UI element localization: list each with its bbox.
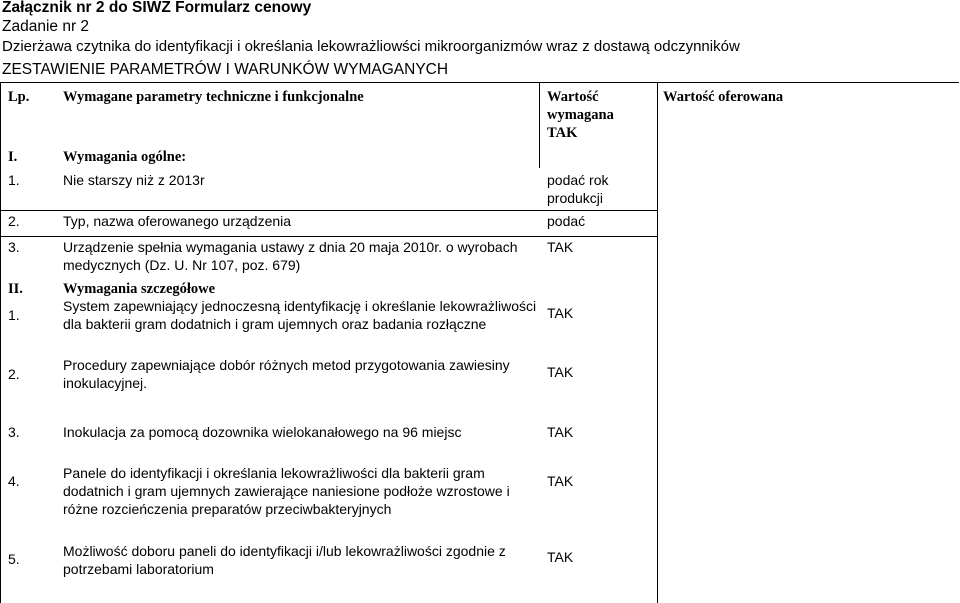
row-text: potrzebami laboratorium	[63, 561, 214, 577]
column-header-offered: Wartość oferowana	[663, 89, 784, 105]
row-text: Urządzenie spełnia wymagania ustawy z dnia 20 maja 2010r. o wyrobach	[63, 239, 518, 255]
row-text: Procedury zapewniające dobór różnych metod przygotowania zawiesiny	[63, 357, 510, 373]
row-text: Typ, nazwa oferowanego urządzenia	[63, 213, 292, 229]
section-title: Wymagania szczegółowe	[63, 281, 216, 297]
row-text: Inokulacja za pomocą dozownika wielokanałowego na 96 miejsc	[63, 424, 462, 440]
column-header-params: Wymagane parametry techniczne i funkcjonalne	[63, 89, 364, 105]
row-text: różne rozcieńczenia preparatów przeciwbakteryjnych	[63, 501, 392, 517]
row-text: dodatnich i gram ujemnych zawierające naniesione podłoże wzrostowe i	[63, 483, 510, 499]
row-required-value: podać	[547, 213, 586, 229]
row-text: medycznych (Dz. U. Nr 107, poz. 679)	[63, 257, 301, 273]
row-required-value: TAK	[547, 424, 574, 440]
row-lp: 2.	[8, 366, 20, 382]
column-divider-offered	[657, 82, 658, 603]
row-required-value: TAK	[547, 549, 574, 565]
column-header-required: wymagana	[547, 107, 614, 123]
row-text: dla bakterii gram dodatnich i gram ujemnych oraz badania rozłączne	[63, 316, 487, 332]
row-lp: 2.	[8, 213, 20, 229]
column-header-lp: Lp.	[8, 89, 30, 105]
row-lp: 4.	[8, 473, 20, 489]
column-header-required: Wartość	[547, 89, 599, 105]
row-required-value: TAK	[547, 305, 574, 321]
row-lp: 1.	[8, 307, 20, 323]
section-heading: ZESTAWIENIE PARAMETRÓW I WARUNKÓW WYMAGANYCH	[2, 61, 449, 78]
section-title: Wymagania ogólne:	[63, 149, 187, 165]
row-required-value: TAK	[547, 239, 574, 255]
row-required-value: TAK	[547, 473, 574, 489]
row-required-value: podać rok	[547, 172, 609, 188]
task-description: Dzierżawa czytnika do identyfikacji i określania lekowrażliowści mikroorganizmów wraz z dostawą odczynników	[2, 38, 740, 55]
row-lp: 3.	[8, 239, 20, 255]
row-divider	[0, 236, 658, 237]
row-lp: 3.	[8, 424, 20, 440]
row-lp: 1.	[8, 172, 20, 188]
row-required-value: TAK	[547, 364, 574, 380]
task-number: Zadanie nr 2	[2, 18, 90, 35]
column-divider-required-top	[539, 82, 540, 168]
row-required-value: produkcji	[547, 190, 604, 206]
column-header-required: TAK	[547, 125, 578, 141]
row-text: Możliwość doboru paneli do identyfikacji i/lub lekowrażliwości zgodnie z	[63, 543, 506, 559]
row-text: inokulacyjnej.	[63, 375, 148, 391]
row-lp: 5.	[8, 551, 20, 567]
row-text: Nie starszy niż z 2013r	[63, 172, 205, 188]
row-text: Panele do identyfikacji i określania lekowrażliwości dla bakterii gram	[63, 465, 485, 481]
row-divider	[0, 210, 658, 211]
section-number: II.	[8, 281, 23, 297]
attachment-title: Załącznik nr 2 do SIWZ Formularz cenowy	[2, 0, 312, 16]
row-text: System zapewniający jednoczesną identyfikację i określanie lekowrażliwości	[63, 298, 537, 314]
section-number: I.	[8, 149, 18, 165]
